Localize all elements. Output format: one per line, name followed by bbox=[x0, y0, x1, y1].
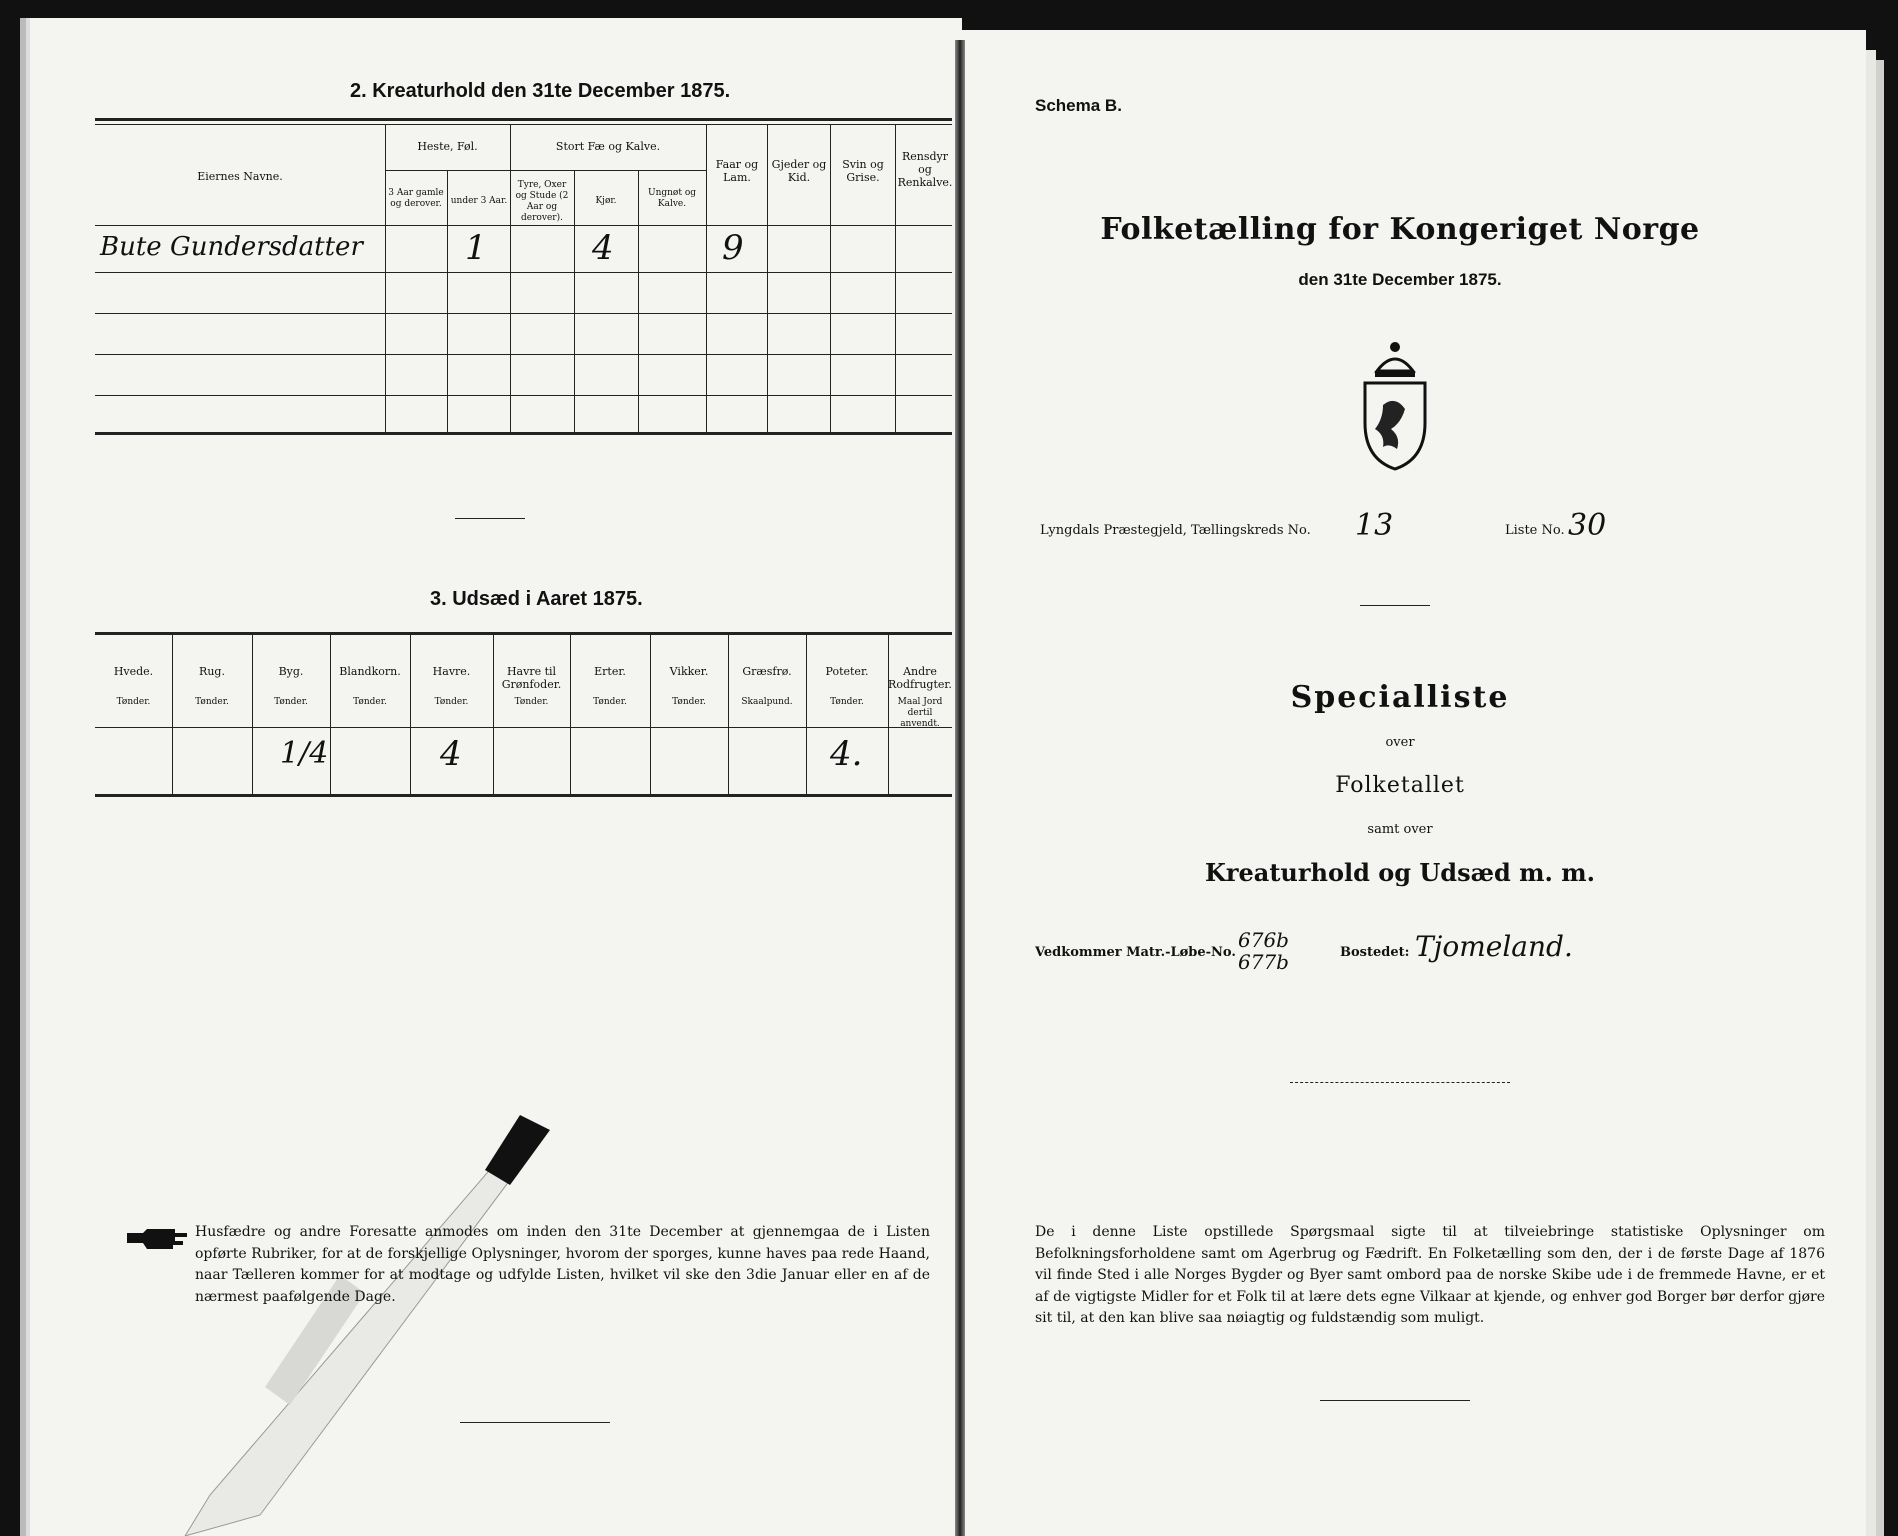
table-rule bbox=[95, 225, 952, 226]
table-rule bbox=[95, 124, 952, 125]
havre-value: 4 bbox=[440, 734, 462, 774]
table-rule bbox=[95, 794, 952, 797]
udsaed-unit: Maal Jord dertil anvendt. bbox=[897, 697, 943, 729]
bosted-label: Bostedet: bbox=[1340, 945, 1410, 960]
table-rule bbox=[95, 395, 952, 396]
poteter-value: 4. bbox=[830, 734, 863, 774]
table-col bbox=[493, 632, 494, 794]
table-col bbox=[728, 632, 729, 794]
udsaed-header: Havre til Grønfoder. bbox=[501, 665, 562, 691]
udsaed-header: Rug. bbox=[199, 665, 225, 678]
kreds-number: 13 bbox=[1355, 508, 1394, 543]
table-col bbox=[706, 124, 707, 432]
table-col bbox=[410, 632, 411, 794]
table-rule bbox=[95, 313, 952, 314]
table-rule bbox=[95, 432, 952, 435]
udsaed-unit: Tønder. bbox=[116, 697, 151, 707]
udsaed-header: Hvede. bbox=[113, 665, 154, 678]
coat-of-arms bbox=[1355, 335, 1435, 475]
header-cattle: Stort Fæ og Kalve. bbox=[555, 140, 661, 153]
specialliste-title: Specialliste bbox=[1290, 680, 1510, 715]
udsaed-unit: Tønder. bbox=[195, 697, 229, 707]
table-col bbox=[252, 632, 253, 794]
table-col bbox=[650, 632, 651, 794]
notice-paragraph: Husfædre og andre Foresatte anmodes om inden den 31te December at gjennemgaa de i Listen opførte Rubriker, for at de forskjellige Oplysninger, hvorom der sporges, kunne haves paa rede Haand, naar Tælleren kommer for at modtage og udfylde Listen, hvilket vil ske den 3die Januar eller en af de nærmest paafølgende Dage. bbox=[195, 1224, 930, 1305]
udsaed-unit: Tønder. bbox=[274, 697, 308, 707]
udsaed-unit: Tønder. bbox=[353, 697, 387, 707]
udsaed-unit: Tønder. bbox=[830, 697, 864, 707]
divider bbox=[455, 518, 525, 519]
table-col bbox=[767, 124, 768, 432]
header-horses-3plus: 3 Aar gamle og derover. bbox=[388, 188, 444, 209]
table-rule bbox=[95, 727, 952, 728]
matr-value-1: 676b bbox=[1238, 928, 1289, 952]
header-horses: Heste, Føl. bbox=[417, 140, 478, 153]
divider bbox=[1360, 605, 1430, 606]
udsaed-unit: Tønder. bbox=[672, 697, 706, 707]
divider bbox=[460, 1422, 610, 1423]
parish-label: Lyngdals Præstegjeld, Tællingskreds No. bbox=[1040, 523, 1311, 538]
header-owner: Eiernes Navne. bbox=[197, 170, 283, 183]
table-col bbox=[447, 170, 448, 432]
udsaed-header: Græsfrø. bbox=[742, 665, 792, 678]
book-gutter bbox=[955, 40, 965, 1536]
udsaed-header: Havre. bbox=[432, 665, 471, 678]
udsaed-unit: Tønder. bbox=[593, 697, 627, 707]
table-rule bbox=[95, 354, 952, 355]
matr-label: Vedkommer Matr.-Løbe-No. bbox=[1035, 945, 1236, 960]
table-col bbox=[570, 632, 571, 794]
table-rule bbox=[95, 272, 952, 273]
liste-number: 30 bbox=[1568, 508, 1607, 543]
udsaed-header: Byg. bbox=[278, 665, 304, 678]
folketallet-text: Folketallet bbox=[1335, 773, 1465, 798]
table-col bbox=[330, 632, 331, 794]
owner-name: Bute Gundersdatter bbox=[100, 232, 363, 262]
header-reindeer: Rensdyr og Renkalve. bbox=[897, 150, 953, 189]
divider bbox=[1320, 1400, 1470, 1401]
table-col bbox=[510, 124, 511, 432]
info-paragraph: De i denne Liste opstillede Spørgsmaal sigte til at tilveiebringe statistiske Oplysninger om Befolkningsforholdene samt om Agerbrug og Fædrift. En Folketælling som den, der i de første Dage af 1876 vil finde Sted i alle Norges Bygder og Byer samt ombord paa de norske Skibe ude i de fremmede Havne, er et af de vigtigste Midler for et Folk til at lære dets egne Vilkaar at kjende, og enhver god Borger bør derfor gjøre sit til, at den kan blive saa nøiagtig og fuldstændig som muligt. bbox=[1035, 1224, 1825, 1326]
census-date: den 31te December 1875. bbox=[1298, 270, 1502, 289]
table-col bbox=[385, 124, 386, 432]
table-rule bbox=[510, 170, 706, 171]
udsaed-unit: Tønder. bbox=[514, 697, 549, 707]
liste-label: Liste No. bbox=[1505, 523, 1565, 538]
section-3-title: 3. Udsæd i Aaret 1875. bbox=[430, 588, 643, 610]
bosted-value: Tjomeland. bbox=[1415, 930, 1573, 963]
schema-label: Schema B. bbox=[1035, 96, 1122, 115]
header-goats: Gjeder og Kid. bbox=[771, 158, 827, 184]
header-sheep: Faar og Lam. bbox=[715, 158, 759, 184]
horses-under3-value: 1 bbox=[465, 228, 487, 268]
sheep-value: 9 bbox=[722, 228, 744, 268]
table-col bbox=[172, 632, 173, 794]
header-horses-under3: under 3 Aar. bbox=[450, 196, 508, 206]
table-col bbox=[574, 170, 575, 432]
byg-value: 1/4 bbox=[280, 736, 329, 771]
pointing-hand-icon bbox=[125, 1225, 189, 1255]
header-cattle-bulls: Tyre, Oxer og Stude (2 Aar og derover). bbox=[515, 180, 569, 223]
samt-over-text: samt over bbox=[1367, 822, 1433, 837]
udsaed-unit: Skaalpund. bbox=[741, 697, 793, 707]
page-edge bbox=[1876, 60, 1884, 1536]
table-rule bbox=[95, 632, 952, 635]
udsaed-unit: Tønder. bbox=[434, 697, 469, 707]
udsaed-header: Andre Rodfrugter. bbox=[888, 665, 952, 691]
pen-object bbox=[90, 1115, 550, 1536]
udsaed-header: Vikker. bbox=[669, 665, 709, 678]
matr-value-2: 677b bbox=[1238, 950, 1289, 974]
table-col bbox=[638, 170, 639, 432]
over-text: over bbox=[1385, 735, 1415, 750]
header-cattle-cows: Kjør. bbox=[595, 196, 617, 206]
section-2-title: 2. Kreaturhold den 31te December 1875. bbox=[350, 80, 731, 102]
header-pigs: Svin og Grise. bbox=[842, 158, 884, 184]
kreaturhold-text: Kreaturhold og Udsæd m. m. bbox=[1205, 858, 1595, 887]
table-col bbox=[806, 632, 807, 794]
udsaed-header: Erter. bbox=[594, 665, 626, 678]
udsaed-header: Poteter. bbox=[825, 665, 869, 678]
main-title: Folketælling for Kongeriget Norge bbox=[1100, 212, 1700, 247]
udsaed-header: Blandkorn. bbox=[339, 665, 401, 678]
cows-value: 4 bbox=[592, 228, 614, 268]
table-col bbox=[895, 124, 896, 432]
header-cattle-young: Ungnøt og Kalve. bbox=[647, 188, 696, 209]
table-col bbox=[830, 124, 831, 432]
table-rule bbox=[95, 118, 952, 121]
page-edge bbox=[1866, 50, 1876, 1536]
divider bbox=[1290, 1082, 1510, 1083]
